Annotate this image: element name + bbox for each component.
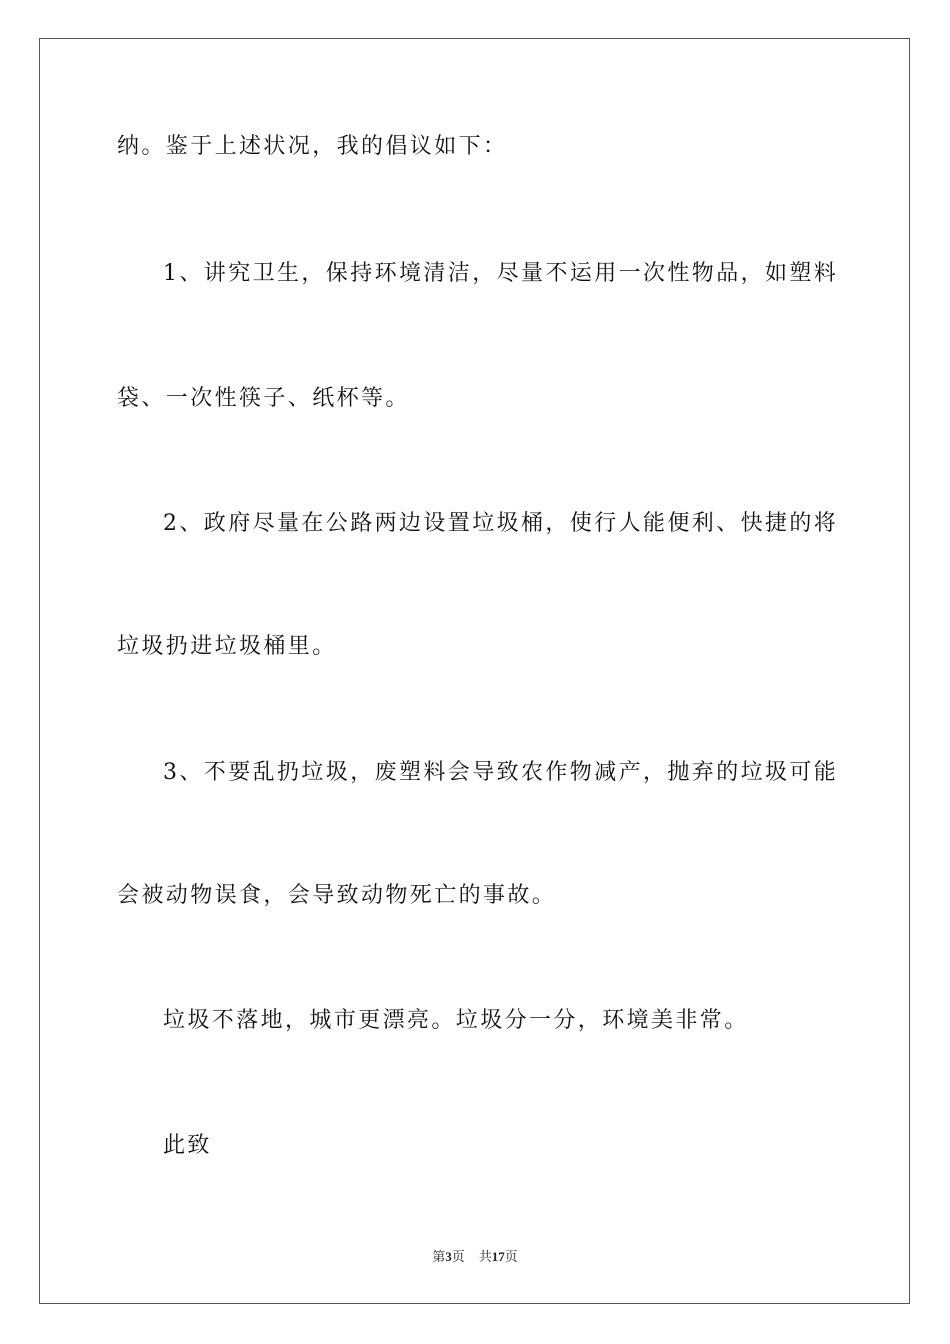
paragraph-line-7: 会被动物误食，会导致动物死亡的事故。 — [117, 883, 557, 908]
paragraph-line-2: 1、讲究卫生，保持环境清洁，尽量不运用一次性物品，如塑料 — [163, 261, 839, 286]
footer-total-prefix: 共 — [478, 1249, 492, 1264]
footer-total-pages: 17 — [491, 1249, 505, 1264]
paragraph-line-8: 垃圾不落地，城市更漂亮。垃圾分一分，环境美非常。 — [163, 1008, 749, 1033]
footer-total-suffix: 页 — [504, 1249, 518, 1264]
paragraph-line-3: 袋、一次性筷子、纸杯等。 — [117, 386, 410, 411]
paragraph-line-6: 3、不要乱扔垃圾，废塑料会导致农作物减产，抛弃的垃圾可能 — [163, 760, 839, 785]
footer-page-number: 3 — [445, 1249, 452, 1264]
page-border — [39, 38, 910, 1304]
footer-page-prefix: 第 — [432, 1249, 446, 1264]
page-footer — [0, 1249, 950, 1265]
footer-page-suffix: 页 — [451, 1249, 465, 1264]
paragraph-line-1: 纳。鉴于上述状况，我的倡议如下： — [117, 134, 508, 159]
closing-salutation: 此致 — [163, 1133, 212, 1158]
paragraph-line-5: 垃圾扔进垃圾桶里。 — [117, 634, 337, 659]
paragraph-line-4: 2、政府尽量在公路两边设置垃圾桶，使行人能便利、快捷的将 — [163, 511, 839, 536]
